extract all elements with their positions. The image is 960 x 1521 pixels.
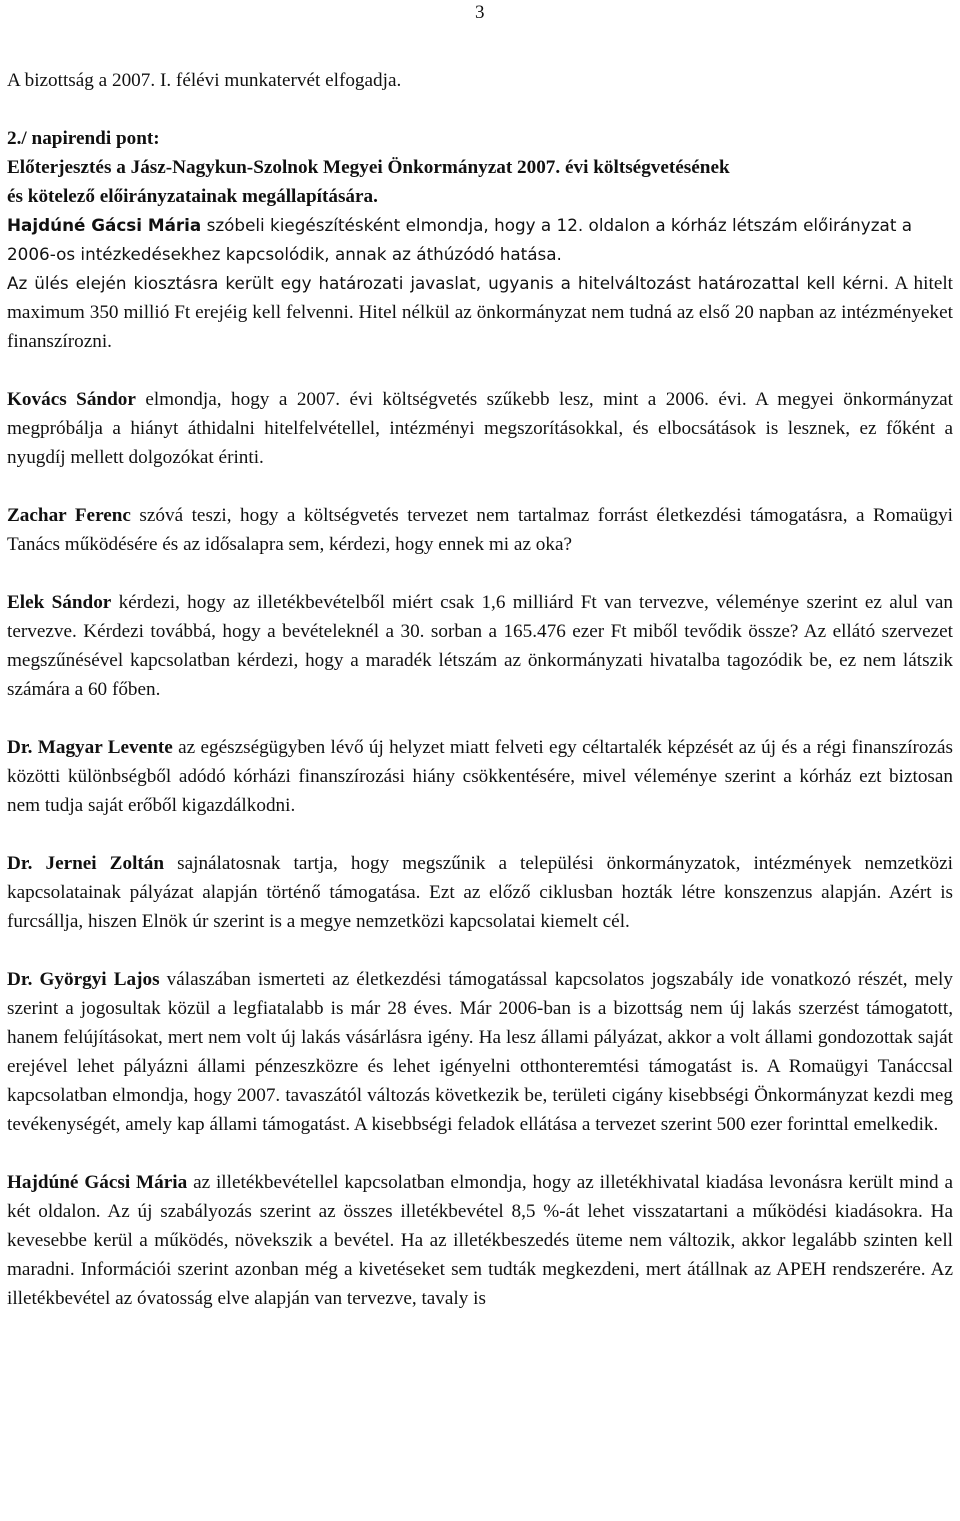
paragraph-text: szóvá teszi, hogy a költségvetés tervezet nem tartalmaz forrást életkezdési támogatásra, a Romaügyi Tanács működésére és az idősalapra sem, kérdezi, hogy ennek mi az oka? [7, 505, 953, 555]
page-number: 3 [475, 2, 485, 23]
paragraph-text: kérdezi, hogy az illetékbevételből miért csak 1,6 milliárd Ft van tervezve, véleménye szerint ez alul van tervezve. Kérdezi továbbá, hogy a bevételeknél a 30. sorban a 165.476 ezer Ft miből tevődik össze? Az ellátó szervezet megszűnésével kapcsolatban kérdezi, hogy a maradék létszám az önkormányzati hivatalba tagozódik be, ez nem látszik számára a 60 főben. [7, 592, 953, 700]
agenda-heading: 2./ napirendi pont: [7, 128, 160, 149]
speaker-name: Dr. Magyar Levente [7, 737, 173, 758]
paragraph-gyorgyi [7, 965, 953, 1139]
paragraph-text: szóbeli kiegészítésként elmondja, hogy a 12. oldalon a kórház létszám előirányzat a 2006-os intézkedésekhez kapcsolódik, annak az áthúzódó hatása. [7, 215, 913, 264]
paragraph-text: az egészségügyben lévő új helyzet miatt felveti egy céltartalék képzését az új és a régi finanszírozás közötti különbségből adódó kórházi finanszírozási hiány csökkentésére, mivel véleménye szerint a kórház ezt biztosan nem tudja saját erőből kigazdálkodni. [7, 737, 953, 816]
speaker-name: Dr. Jernei Zoltán [7, 853, 165, 874]
agenda-title-line1: Előterjesztés a Jász-Nagykun-Szolnok Megyei Önkormányzat 2007. évi költségvetésének [7, 157, 730, 178]
paragraph-text: válaszában ismerteti az életkezdési támogatással kapcsolatos jogszabály ide vonatkozó részét, mely szerint a jogosultak közül a legfiatalabb is már 28 éves. Már 2006-ban is a bizottság nem új lakás szerzést támogatott, hanem felújításokat, mert nem volt új lakás vásárlásra igény. Ha lesz állami pályázat, akkor a volt állami gondozottak saját erejével lehet pályázni állami pénzeszközre és lehet igényelni otthonteremtési támogatást is. A Romaügyi Tanáccsal kapcsolatban elmondja, hogy 2007. tavaszától változás következik be, területi cigány kisebbségi Önkormányzat kezdi meg tevékenységét, amely kap állami támogatást. A kisebbségi feladok ellátása a tervezet szerint 500 ezer forinttal emelkedik. [7, 969, 953, 1135]
paragraph-text: A hitelt maximum 350 millió Ft erejéig kell felvenni. Hitel nélkül az önkormányzat nem tudná az első 20 napban az intézményeket finanszírozni. [7, 273, 953, 352]
speaker-name: Kovács Sándor [7, 389, 136, 410]
speaker-name: Elek Sándor [7, 592, 112, 613]
paragraph-hajdune-1 [7, 211, 953, 269]
speaker-name: Zachar Ferenc [7, 505, 131, 526]
speaker-name: Dr. Györgyi Lajos [7, 969, 160, 990]
agenda-item-2 [7, 124, 953, 211]
paragraph-magyar [7, 733, 953, 820]
paragraph-text-sans: Az ülés elején kiosztásra került egy határozati javaslat, ugyanis a hitelváltozást határozattal kell kérni. [7, 273, 889, 293]
document-body [7, 66, 953, 1313]
paragraph-jernei [7, 849, 953, 936]
speaker-name: Hajdúné Gácsi Mária [7, 1172, 188, 1193]
paragraph-kovacs [7, 385, 953, 472]
intro-text: A bizottság a 2007. I. félévi munkatervét elfogadja. [7, 70, 402, 91]
paragraph-hajdune-2 [7, 1168, 953, 1313]
paragraph-credit-note [7, 269, 953, 356]
paragraph-elek [7, 588, 953, 704]
intro-paragraph [7, 66, 953, 95]
paragraph-text: az illetékbevétellel kapcsolatban elmondja, hogy az illetékhivatal kiadása levonásra került mind a két oldalon. Az új szabályozás szerint az összes illetékbevétel 8,5 %-át lehet visszatartani a működési kiadásokra. Ha kevesebbe kerül a működés, növekszik a bevétel. Ha az illetékbeszedés üteme nem változik, akkor legalább szinten kell maradni. Információi szerint azonban még a kivetéseket sem tudták megkezdeni, mert átállnak az APEH rendszerére. Az illetékbevétel az óvatosság elve alapján van tervezve, tavaly is [7, 1172, 953, 1309]
paragraph-zachar [7, 501, 953, 559]
paragraph-text: sajnálatosnak tartja, hogy megszűnik a települési önkormányzatok, intézmények nemzetközi kapcsolatainak pályázat alapján történő támogatása. Ezt az előző ciklusban hozták létre konszenzus alapján. Azért is furcsállja, hiszen Elnök úr szerint is a megye nemzetközi kapcsolatai kiemelt cél. [7, 853, 953, 932]
paragraph-text: elmondja, hogy a 2007. évi költségvetés szűkebb lesz, mint a 2006. évi. A megyei önkormányzat megpróbálja a hiányt áthidalni hitelfelvétellel, intézményi megszorításokkal, és elbocsátások is lesznek, ez főként a nyugdíj mellett dolgozókat érinti. [7, 389, 953, 468]
speaker-name: Hajdúné Gácsi Mária [7, 215, 202, 235]
agenda-title-line2: és kötelező előirányzatainak megállapítására. [7, 186, 378, 207]
